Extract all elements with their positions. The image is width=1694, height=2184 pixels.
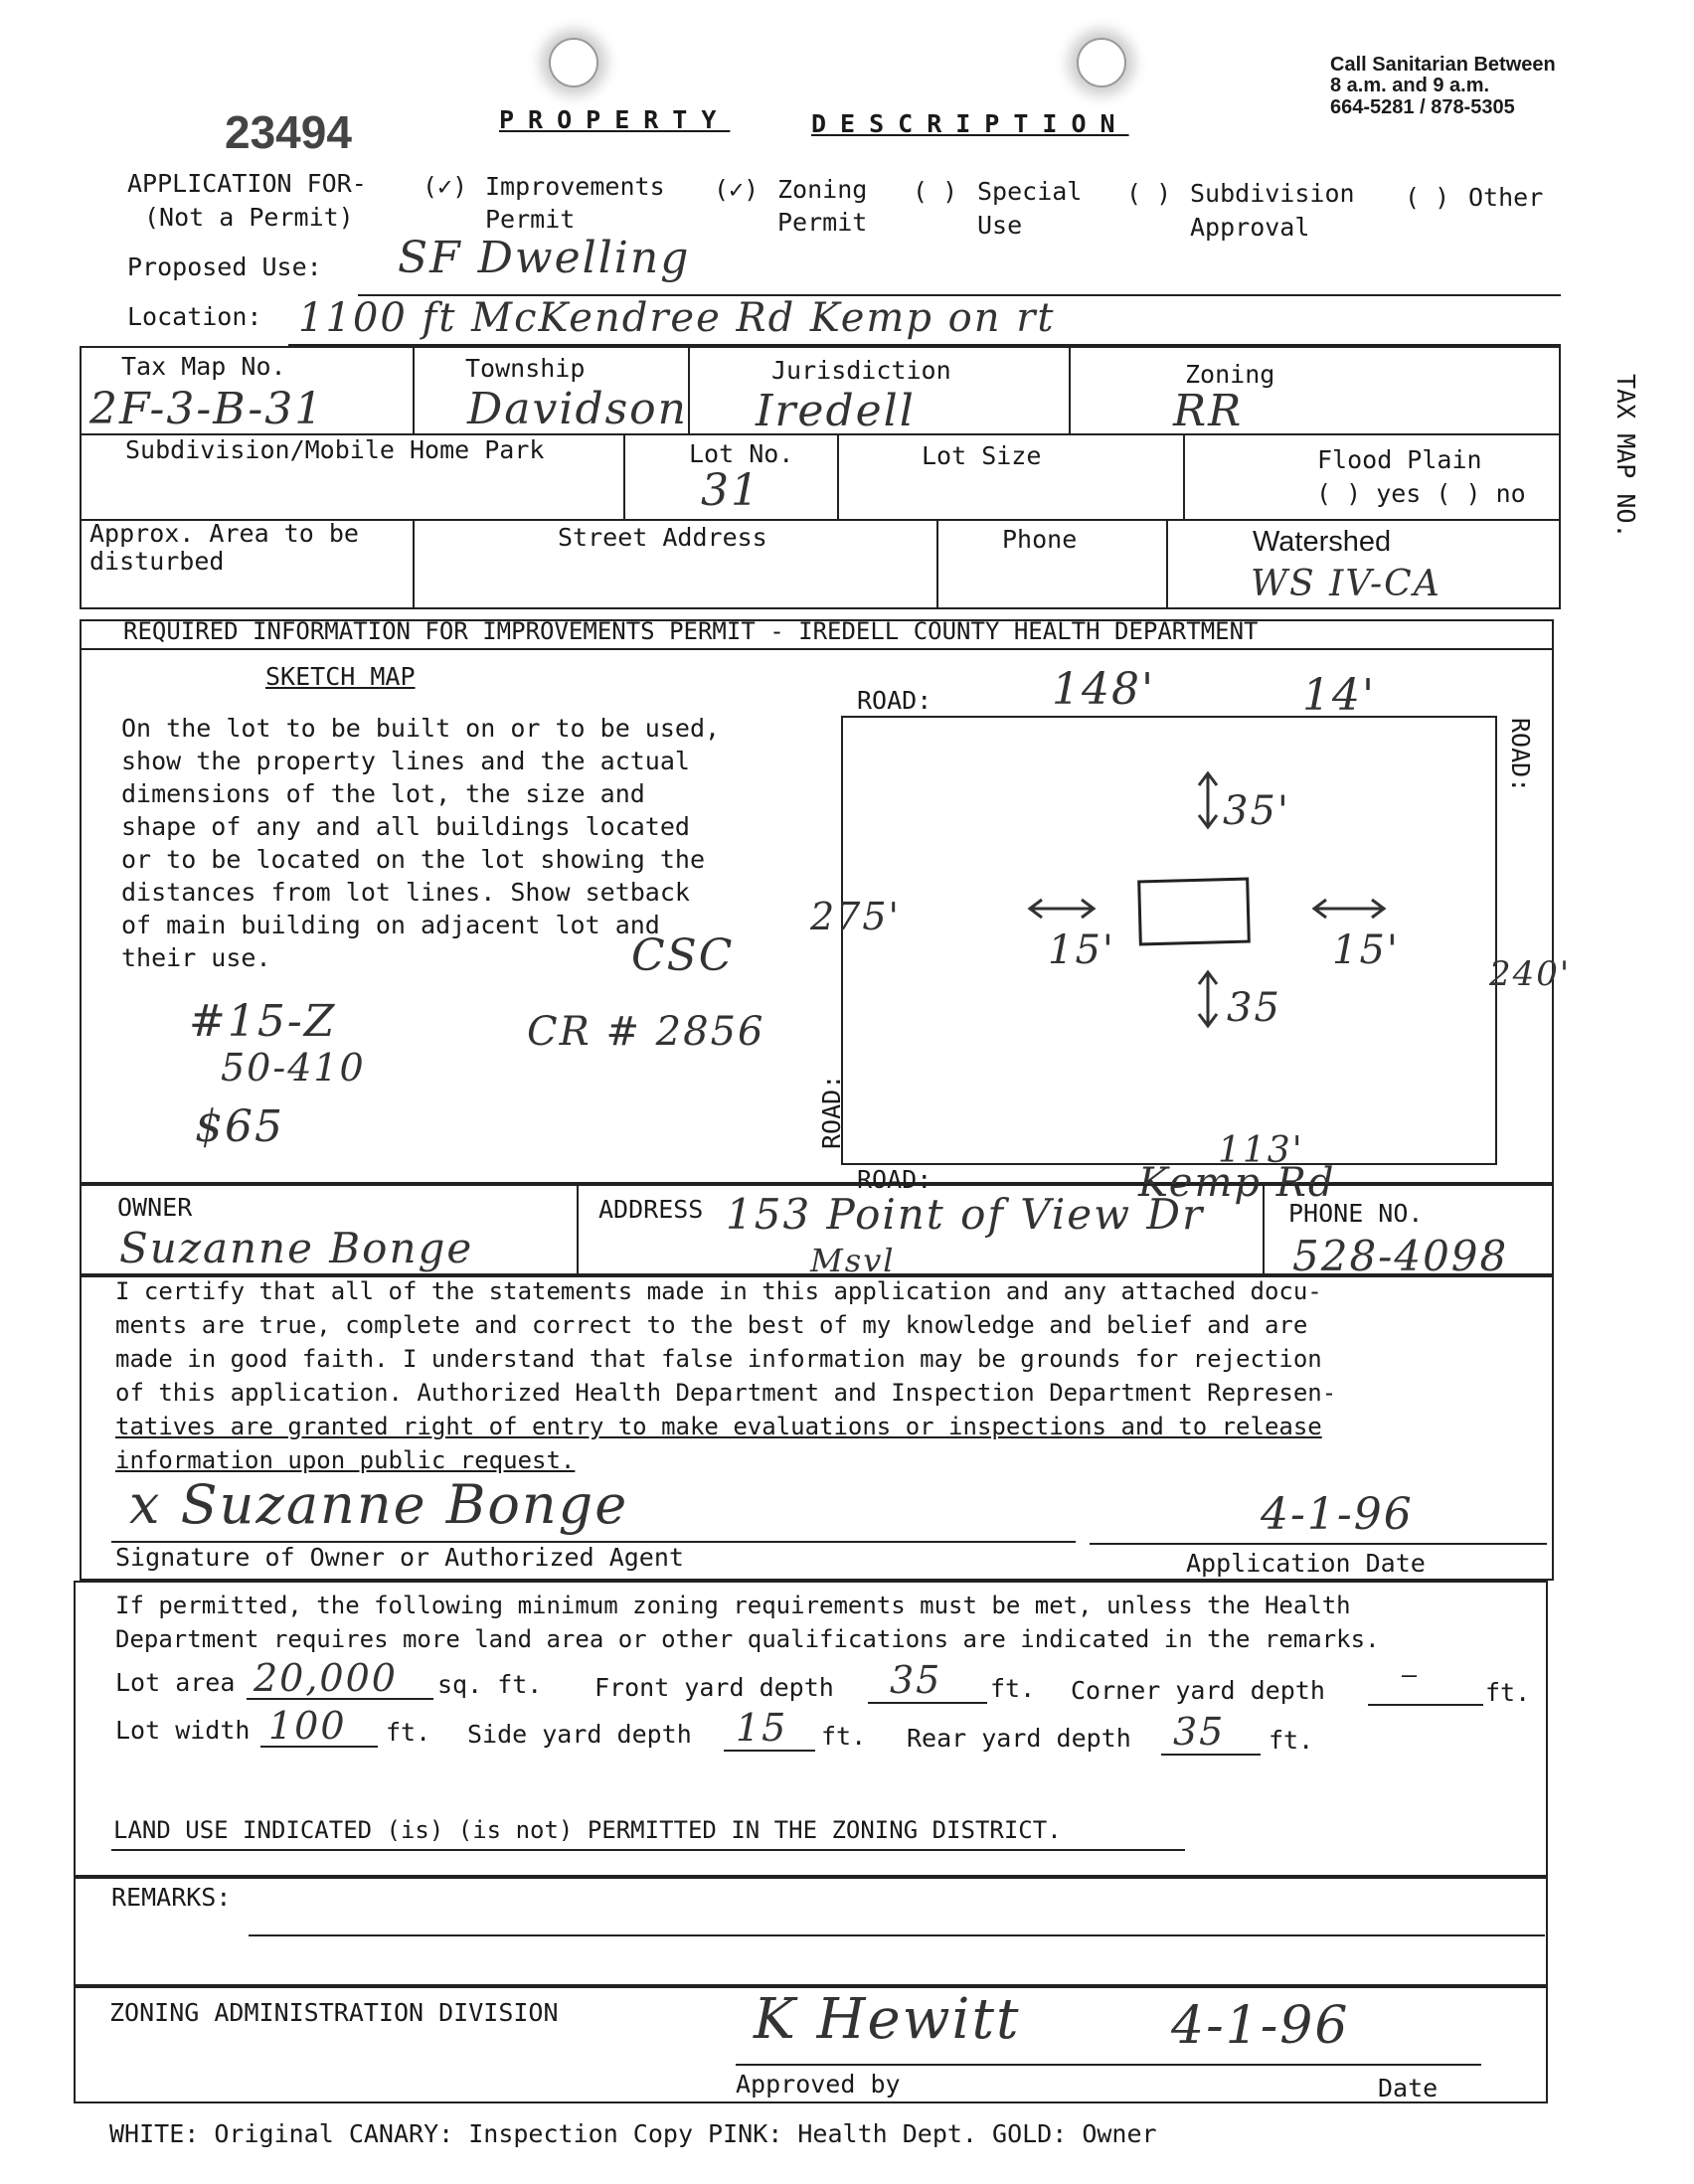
sketch-left-side: 275': [810, 895, 901, 938]
signature-label: Signature of Owner or Authorized Agent: [115, 1543, 684, 1572]
zoning-req-line-2: Department requires more land area or other qualifications are indicated in the remarks.: [115, 1625, 1380, 1653]
instruction-line-4: shape of any and all buildings located: [121, 812, 690, 841]
land-use-statement: LAND USE INDICATED (is) (is not) PERMITTED IN THE ZONING DISTRICT.: [113, 1816, 1062, 1844]
front-yard-line: [868, 1702, 987, 1704]
approved-line: [736, 2064, 1481, 2066]
title-description: DESCRIPTION: [811, 109, 1129, 138]
zoning-label: Zoning: [1185, 360, 1275, 389]
road-label-right: ROAD:: [1506, 718, 1535, 793]
owner-signature[interactable]: x Suzanne Bonge: [129, 1473, 629, 1536]
lot-width-unit: ft.: [386, 1718, 431, 1747]
lot-size-label: Lot Size: [922, 441, 1042, 470]
application-note: (Not a Permit): [144, 203, 354, 232]
lot-width-value[interactable]: 100: [268, 1704, 347, 1748]
cert-line-4: of this application. Authorized Health Department and Inspection Department Represen-: [115, 1379, 1337, 1407]
road-label-left: ROAD:: [817, 1074, 846, 1149]
lot-no-value[interactable]: 31: [701, 465, 761, 516]
front-yard-unit: ft.: [990, 1674, 1036, 1703]
rear-yard-line: [1161, 1754, 1261, 1756]
copy-distribution-footer: WHITE: Original CANARY: Inspection Copy PINK: Health Dept. GOLD: Owner: [109, 2119, 1157, 2148]
phone-no-label: PHONE NO.: [1288, 1199, 1424, 1228]
phone-no-value[interactable]: 528-4098: [1292, 1232, 1509, 1280]
remarks-label: REMARKS:: [111, 1883, 232, 1912]
rear-yard-value[interactable]: 35: [1173, 1710, 1226, 1754]
tax-map-side-label: TAX MAP NO.: [1611, 374, 1640, 539]
tax-map-label: Tax Map No.: [121, 352, 286, 381]
application-date-value[interactable]: 4-1-96: [1261, 1489, 1414, 1540]
sketch-right-setback: 15': [1332, 927, 1400, 973]
lot-area-line: [247, 1698, 433, 1700]
jurisdiction-value[interactable]: Iredell: [756, 386, 916, 436]
lot-area-value[interactable]: 20,000: [254, 1656, 398, 1700]
check-special[interactable]: ( ): [913, 177, 958, 206]
instruction-line-7: of main building on adjacent lot and: [121, 911, 660, 939]
option-other: Other: [1468, 183, 1544, 212]
cert-line-2: ments are true, complete and correct to the best of my knowledge and belief and are: [115, 1311, 1308, 1339]
check-improvements[interactable]: (✓): [423, 172, 468, 201]
check-subdivision[interactable]: ( ): [1126, 179, 1172, 208]
option-zoning: Zoning: [777, 175, 868, 204]
sketch-left-setback: 15': [1048, 927, 1115, 973]
watershed-label: Watershed: [1253, 526, 1392, 558]
approved-by-label: Approved by: [736, 2070, 901, 2099]
side-yard-value[interactable]: 15: [736, 1706, 788, 1750]
cert-line-1: I certify that all of the statements made in this application and any attached docu-: [115, 1277, 1322, 1305]
sketch-bottom-road: Kemp Rd: [1138, 1160, 1336, 1206]
sketch-rear-setback: 35: [1227, 985, 1281, 1031]
sketch-bottom: 113': [1218, 1130, 1304, 1171]
subdivision-label: Subdivision/Mobile Home Park: [125, 435, 545, 464]
street-address-label: Street Address: [558, 523, 767, 552]
corner-yard-value[interactable]: —: [1402, 1660, 1418, 1689]
township-label: Township: [465, 354, 586, 383]
check-other[interactable]: ( ): [1405, 183, 1450, 212]
form-number: 23494: [225, 106, 352, 158]
lot-width-line: [260, 1746, 378, 1748]
application-label: APPLICATION FOR-: [127, 169, 367, 198]
sketch-top-a: 148': [1052, 664, 1156, 715]
location-value[interactable]: 1100 ft McKendree Rd Kemp on rt: [298, 295, 1056, 341]
remarks-line-1: [249, 1934, 1545, 1936]
lot-area-label: Lot area: [115, 1668, 236, 1697]
option-special-2: Use: [977, 211, 1023, 240]
corner-yard-line: [1368, 1704, 1483, 1706]
land-use-underline: [111, 1849, 1185, 1851]
title-property: PROPERTY: [499, 105, 731, 134]
proposed-use-label: Proposed Use:: [127, 252, 322, 281]
call-line-3: 664-5281 / 878-5305: [1330, 96, 1515, 118]
lot-area-unit: sq. ft.: [437, 1670, 543, 1699]
cert-line-3: made in good faith. I understand that false information may be grounds for rejection: [115, 1345, 1322, 1373]
note-initials: CSC: [631, 930, 735, 981]
side-yard-label: Side yard depth: [467, 1720, 692, 1749]
owner-col-address: [577, 1184, 579, 1275]
instruction-line-5: or to be located on the lot showing the: [121, 845, 705, 874]
owner-col-phone: [1263, 1184, 1265, 1275]
address-value[interactable]: 153 Point of View Dr: [726, 1190, 1205, 1239]
improvements-header: REQUIRED INFORMATION FOR IMPROVEMENTS PERMIT - IREDELL COUNTY HEALTH DEPARTMENT: [123, 617, 1259, 645]
date-line: [1090, 1543, 1547, 1545]
area-disturbed-label-2: disturbed: [89, 547, 225, 576]
address-label: ADDRESS: [598, 1195, 704, 1224]
approved-date-label: Date: [1378, 2074, 1439, 2102]
road-label-top: ROAD:: [857, 686, 932, 715]
instruction-line-2: show the property lines and the actual: [121, 747, 690, 775]
rear-yard-unit: ft.: [1269, 1726, 1314, 1755]
call-line-2: 8 a.m. and 9 a.m.: [1330, 75, 1490, 96]
flood-plain-label: Flood Plain: [1317, 445, 1482, 474]
option-improvements: Improvements: [485, 172, 665, 201]
address-value-2[interactable]: Msvl: [810, 1242, 896, 1279]
cert-line-5: tatives are granted right of entry to make evaluations or inspections and to release: [115, 1413, 1322, 1440]
side-yard-unit: ft.: [821, 1722, 867, 1751]
remarks-section: [74, 1877, 1548, 1986]
instruction-line-8: their use.: [121, 943, 271, 972]
corner-yard-unit: ft.: [1485, 1678, 1531, 1707]
option-subdivision: Subdivision: [1190, 179, 1355, 208]
front-yard-label: Front yard depth: [594, 1673, 834, 1702]
owner-value[interactable]: Suzanne Bonge: [119, 1224, 474, 1272]
sketch-map-title: SKETCH MAP: [265, 662, 416, 691]
note-number: 50-410: [221, 1046, 366, 1090]
rear-yard-label: Rear yard depth: [907, 1724, 1131, 1753]
lot-width-label: Lot width: [115, 1716, 251, 1745]
sketch-front-setback: 35': [1223, 788, 1290, 834]
instruction-line-3: dimensions of the lot, the size and: [121, 779, 645, 808]
option-zoning-2: Permit: [777, 208, 868, 237]
sketch-top-b: 14': [1302, 670, 1377, 721]
proposed-use-value[interactable]: SF Dwelling: [398, 233, 691, 283]
zoning-division-label: ZONING ADMINISTRATION DIVISION: [109, 1998, 559, 2027]
instruction-line-1: On the lot to be built on or to be used,: [121, 714, 721, 743]
approved-date-value[interactable]: 4-1-96: [1171, 1996, 1350, 2056]
zoning-req-line-1: If permitted, the following minimum zoning requirements must be met, unless the Health: [115, 1592, 1351, 1619]
watershed-value[interactable]: WS IV-CA: [1251, 564, 1441, 604]
sketch-right-side: 240': [1489, 954, 1572, 994]
location-label: Location:: [127, 302, 262, 331]
option-improvements-2: Permit: [485, 205, 576, 234]
jurisdiction-label: Jurisdiction: [771, 356, 951, 385]
side-yard-line: [724, 1750, 815, 1752]
option-special: Special: [977, 177, 1083, 206]
application-date-label: Application Date: [1186, 1549, 1426, 1578]
instruction-line-6: distances from lot lines. Show setback: [121, 878, 690, 907]
zoning-value[interactable]: RR: [1173, 386, 1244, 436]
front-yard-value[interactable]: 35: [890, 1658, 942, 1702]
lot-no-label: Lot No.: [689, 439, 794, 468]
approved-by-value[interactable]: K Hewitt: [754, 1987, 1021, 2052]
note-cr: CR # 2856: [527, 1009, 765, 1055]
tax-map-value[interactable]: 2F-3-B-31: [89, 384, 325, 434]
call-line-1: Call Sanitarian Between: [1330, 54, 1556, 76]
option-subdivision-2: Approval: [1190, 213, 1310, 242]
road-label-bottom: ROAD:: [857, 1165, 932, 1194]
note-code: #15-Z: [189, 996, 337, 1047]
area-disturbed-label: Approx. Area to be: [89, 519, 359, 548]
phone-label: Phone: [1002, 525, 1078, 554]
flood-plain-options[interactable]: ( ) yes ( ) no: [1316, 479, 1526, 508]
township-value[interactable]: Davidson: [467, 384, 689, 434]
check-zoning[interactable]: (✓): [714, 175, 760, 204]
corner-yard-label: Corner yard depth: [1071, 1676, 1325, 1705]
cert-line-6: information upon public request.: [115, 1446, 576, 1474]
note-fee: $65: [195, 1101, 284, 1152]
owner-label: OWNER: [117, 1193, 193, 1222]
